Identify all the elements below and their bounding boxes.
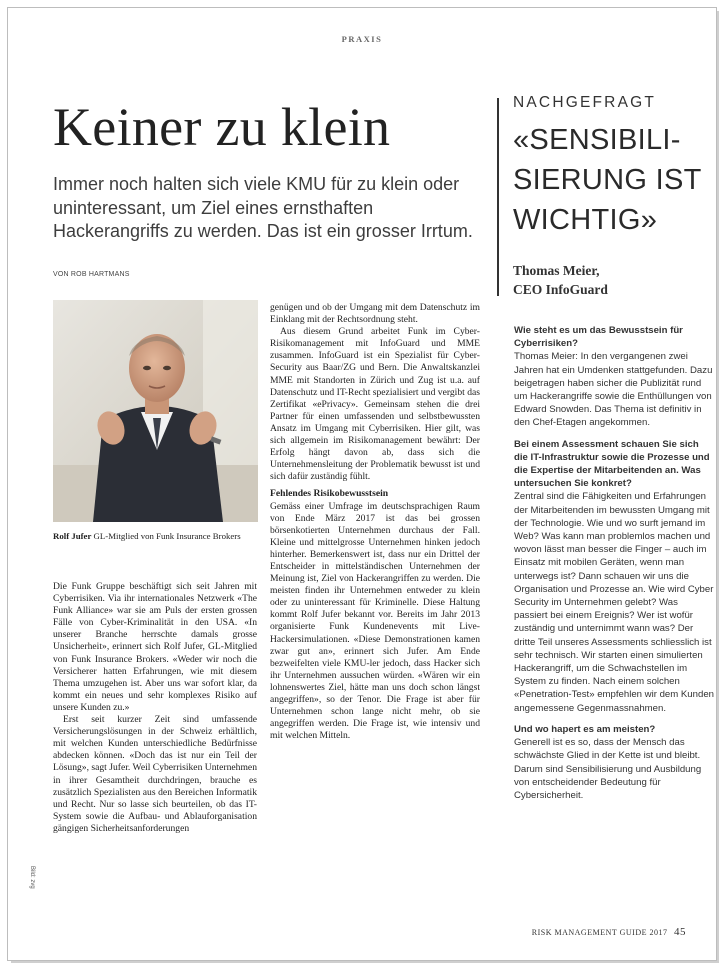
portrait-photo — [53, 300, 258, 522]
article-column-2 — [270, 302, 480, 742]
article-lead: Immer noch halten sich viele KMU für zu klein oder uninteressant, um Ziel eines ernsthaften Hackerangriffs zu werden. Das ist ein grosser Irrtum. — [53, 174, 473, 241]
article-subheading: Fehlendes Risikobewusstsein — [270, 488, 389, 500]
interview-question: Und wo hapert es am meisten? — [514, 723, 656, 735]
interview-answer: Zentral sind die Fähigkeiten und Erfahrungen der Mitarbeitenden im bewussten Umgang mit der Technologie. Wie und wo surft jemand im Web? Was kann man problemlos machen und wovon lässt man besser die Finger – auch im Einsatz mit mobilen Geräten, wenn man unterwegs ist? Dann schauen wir uns die Organisation und Prozesse an. Wie wird Cyber Security im Unternehmen gelebt? Was passiert bei einem Ereignis? Wer ist wofür zuständig und unternimmt wann was? Der dritte Teil unseres Assessments schliesslich ist sehr technisch. Wir starten einen simulierten Hackerangriff, um die Schwachstellen im System zu finden. Nach einem solchen «Penetration-Test» empfehlen wir dem Kunden angemessene Gegenmassnahmen. — [514, 491, 714, 714]
publication-name: RISK MANAGEMENT GUIDE 2017 — [531, 928, 668, 937]
interview-answer: Generell ist es so, dass der Mensch das schwächste Glied in der Kette ist und bleibt. Darum sind Sensibilisierung und Ausbildung von entscheidender Bedeutung für Cybersicherheit. — [514, 737, 702, 801]
caption-text: GL-Mitglied von Funk Insurance Brokers — [91, 531, 241, 541]
interview-answer: Thomas Meier: In den vergangenen zwei Jahren hat ein Umdenken stattgefunden. Dazu beigetragen haben sicher die Publizität rund um Hackerangriffe sowie die Enthüllungen von Edward Snowden. Das Thema ist definitiv in den Chef-Etagen angekommen. — [514, 351, 713, 429]
article-paragraph: Gemäss einer Umfrage im deutschsprachigen Raum von Ende März 2017 ist das bei grossen börsenkotierten Unternehmen durchaus der Fall. Kleine und mittelgrosse Unternehmen hinken jedoch hinterher. Bemerkenswert ist, dass nur ein Drittel der Entscheider in mittelständischen Unternehmen der Meinung ist, Ziel von Hackerangriffen zu werden. Die meisten finden ihr Unternehmen entweder zu klein oder zu uninteressant für Kriminelle. Diese Haltung kommt Rolf Jufer bekannt vor. Bereits im Jahr 2013 organisierte Funk Kundenevents mit Live-Hackersimulationen. «Diese Demonstrationen kamen zwar gut an», erinnert sich Jufer. Am Ende bezweifelten viele KMU-ler jedoch, dass Hacker sich ihr Unternehmen aussuchen würden. «Wären wir ein lohnenswertes Ziel, hätte man uns doch schon längst angegriffen», so der Tenor. Die Frage ist aber für Unternehmen schon lange nicht mehr, ob sie angegriffen werden. Die Frage ist, wie intensiv und mit welchen Mitteln. — [270, 500, 480, 742]
article-paragraph: Erst seit kurzer Zeit sind umfassende Versicherungslösungen in der Schweiz erhältlich, mit welchen Kunden unterschiedliche Bedürfnisse abdecken können. «Doch das ist nur ein Teil der Lösung», sagt Jufer. Weil Cyberrisiken Unternehmen in ihrer Gesamtheit durchdringen, brauche es zusätzlich Spezialisten aus den Bereichen Informatik und Recht. Nur so lasse sich beurteilen, ob das IT-System sowie die Aufbau- und Ablauforganisation gängigen Sicherheitsanforderungen — [53, 714, 257, 834]
article-headline: Keiner zu klein — [53, 97, 391, 157]
article-paragraph: Aus diesem Grund arbeitet Funk im Cyber-Risikomanagement mit InfoGuard und MME zusammen. InfoGuard ist ein Spezialist für Cyber-Security aus Baar/ZG und Bern. Die Anwaltskanzlei MME mit Standorten in Zürich und Zug ist u.a. auf Datenschutz und IT-Recht spezialisiert und vergibt das Zertifikat «ePrivacy». Gemeinsam stehen die drei Partner für einen umfassenden und selbstbewussten Ansatz im Umgang mit Cyberrisiken. Hier gilt, was sich allgemein im Risikomanagement bewährt: Der Erfolg hängt davon ab, dass sich die Unternehmensleitung der Problematik bewusst ist und sich dafür zuständig fühlt. — [270, 326, 480, 483]
sidebar-kicker: NACHGEFRAGT — [513, 94, 657, 111]
interviewee-role: CEO InfoGuard — [513, 282, 608, 297]
magazine-page — [8, 8, 716, 960]
article-paragraph: genügen und ob der Umgang mit dem Datenschutz im Einklang mit der Rechtsordnung steht. — [270, 302, 480, 326]
sidebar-title: «SENSIBILI-SIERUNG IST WICHTIG» — [513, 124, 702, 236]
interview-qa — [514, 324, 714, 810]
sidebar-divider — [497, 98, 499, 296]
interviewee-name: Thomas Meier, — [513, 263, 600, 278]
caption-name: Rolf Jufer — [53, 531, 92, 541]
article-byline: VON ROB HARTMANS — [53, 271, 130, 278]
page-number: 45 — [674, 926, 686, 938]
interview-question: Bei einem Assessment schauen Sie sich die IT-Infrastruktur sowie die Prozesse und die Expertise der Mitarbeitenden an. Was untersuchen Sie konkret? — [514, 438, 710, 490]
article-column-1 — [53, 581, 257, 835]
interview-question: Wie steht es um das Bewusstsein für Cyberrisiken? — [514, 325, 683, 350]
article-paragraph: Die Funk Gruppe beschäftigt sich seit Jahren mit Cyberrisiken. Via ihr internationales Netzwerk «The Funk Alliance» war sie am Puls der ersten grossen Fälle von Cyber-Kriminalität in den USA. «In unserer Branche herrschte damals grosse Unsicherheit», erinnert sich Rolf Jufer, GL-Mitglied von Funk Insurance Brokers. «Weder wir noch die Versicherer hatten Erfahrungen, wie mit diesem Thema umzugehen ist. Aber uns war sofort klar, da kommt ein neues und sehr komplexes Risiko auf unsere Kunden zu.» — [53, 581, 257, 713]
photo-credit: Bild: zvg — [29, 866, 35, 889]
sidebar-interviewee — [513, 261, 608, 299]
photo-caption — [53, 530, 258, 542]
page-footer — [532, 926, 686, 938]
section-rubric: PRAXIS — [341, 34, 383, 44]
portrait-illustration — [53, 300, 258, 522]
